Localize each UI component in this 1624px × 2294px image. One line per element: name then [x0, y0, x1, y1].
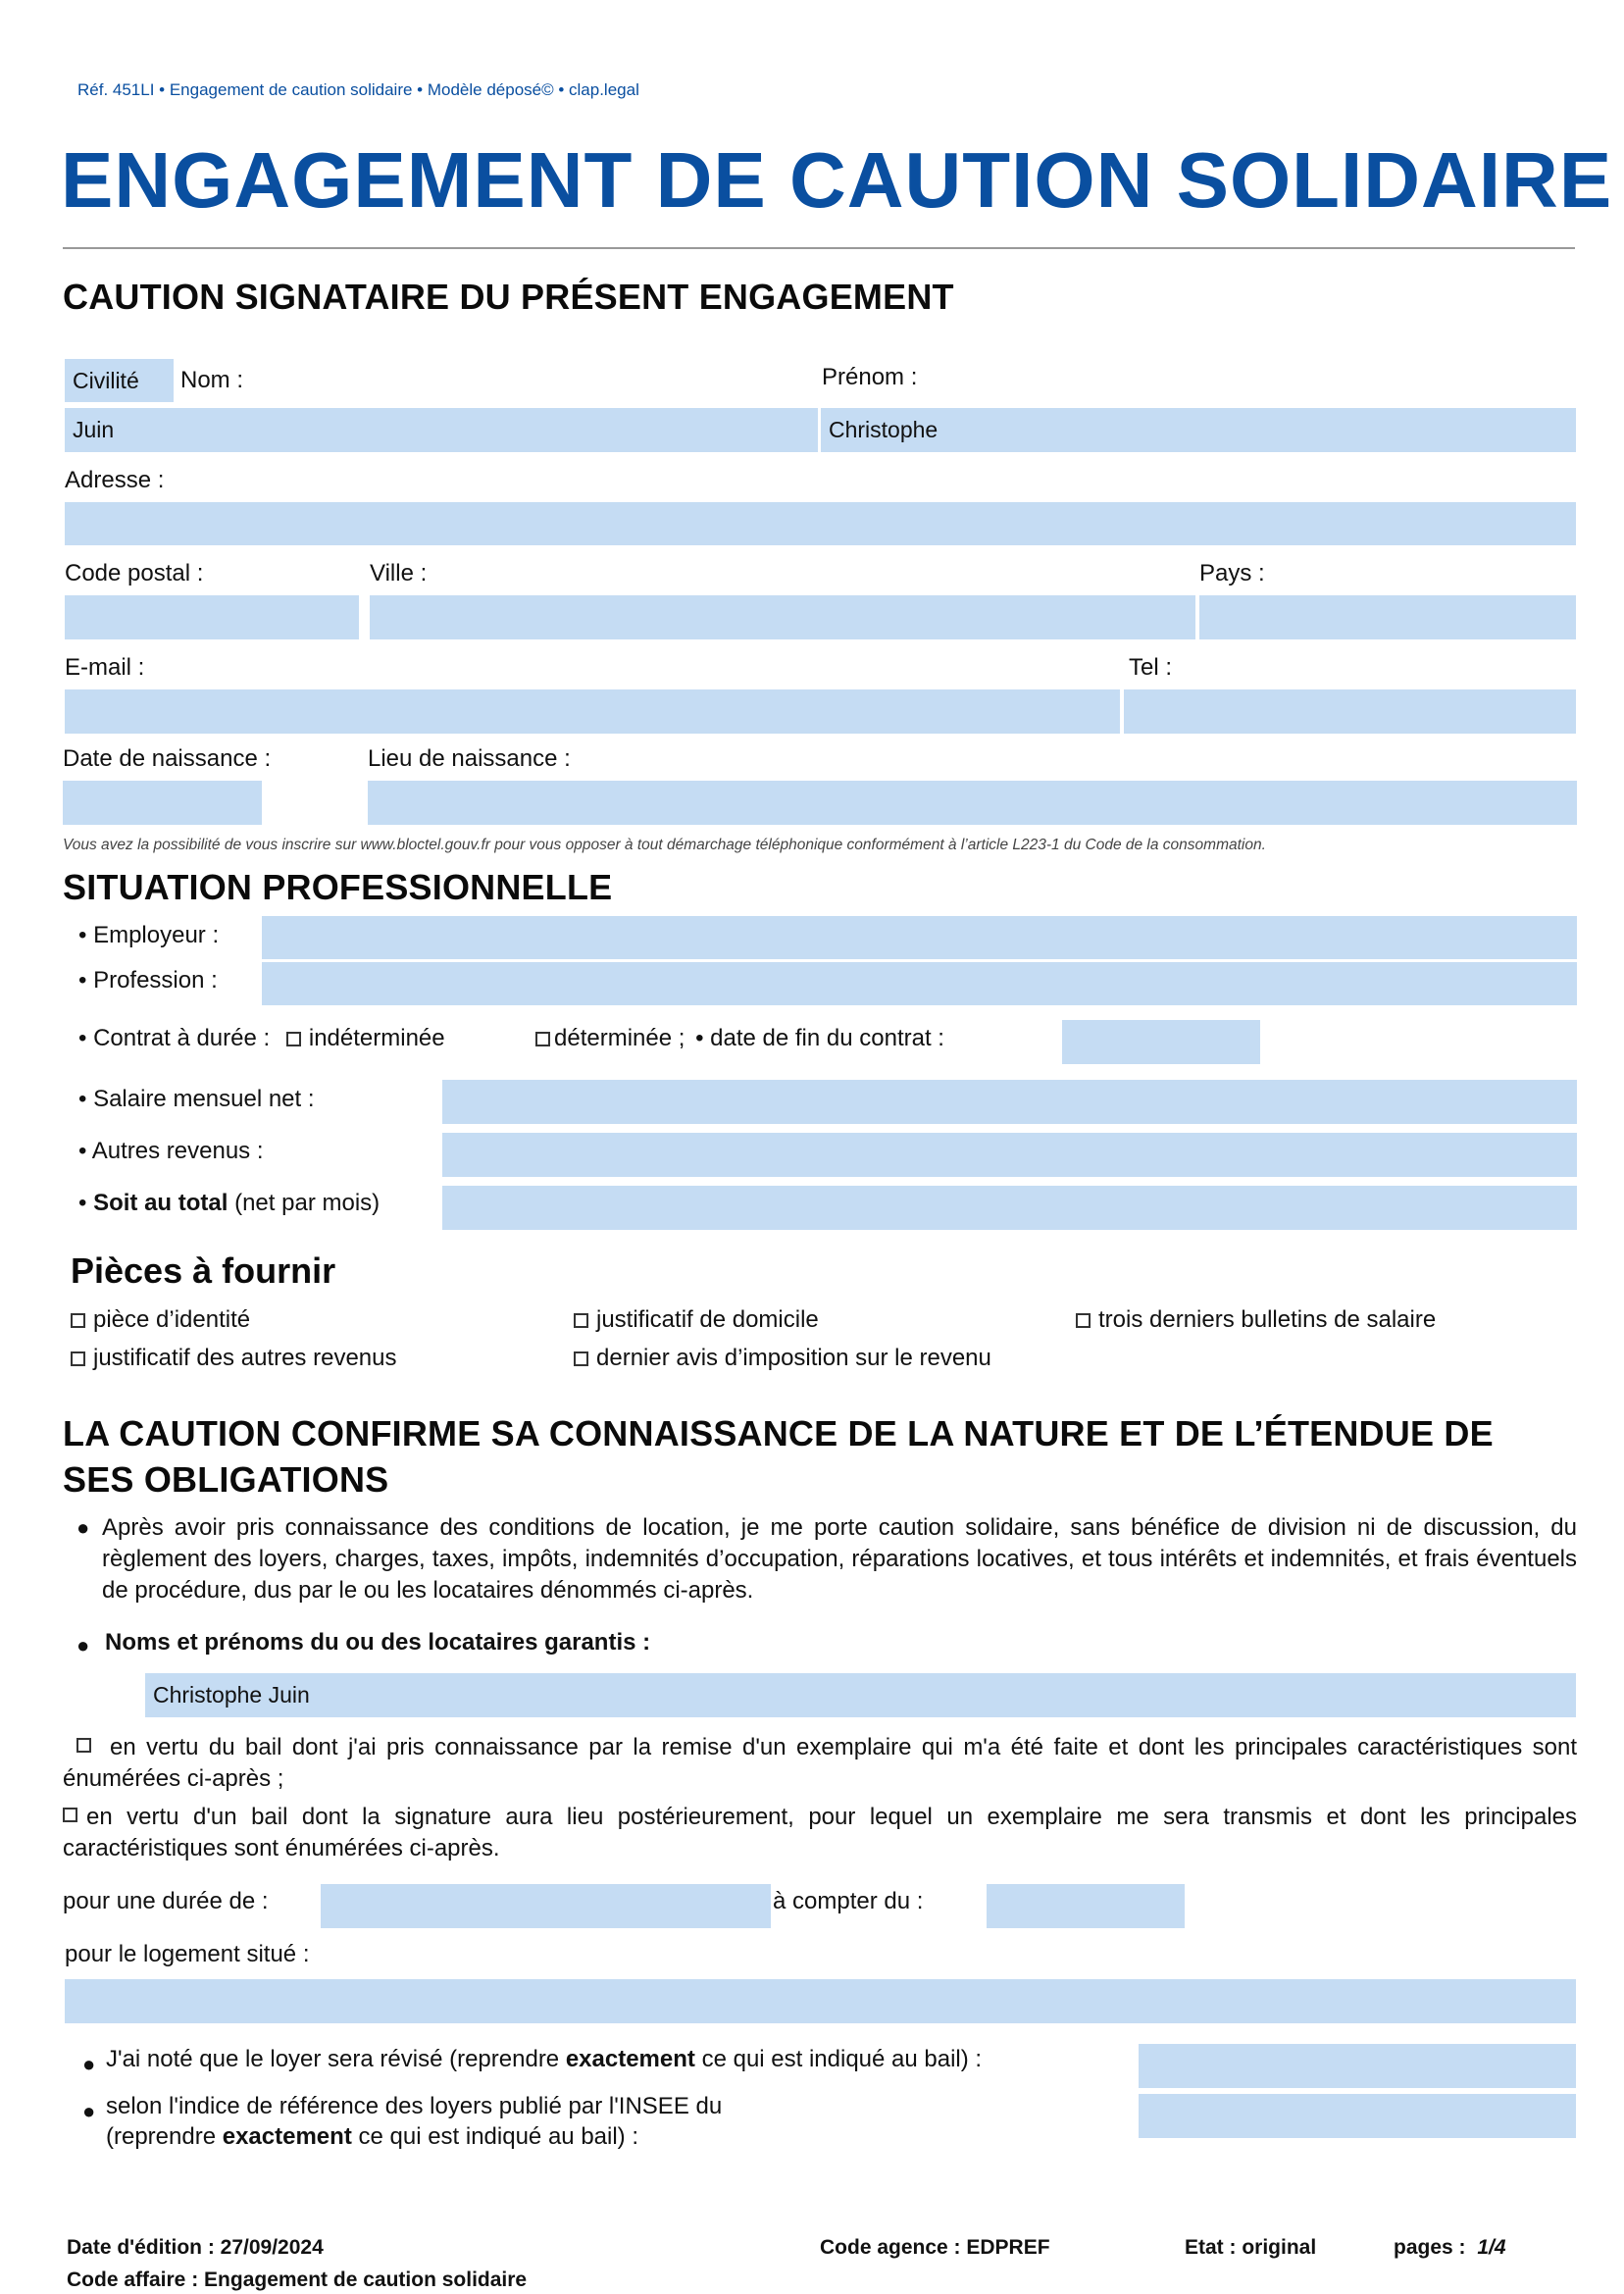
- indice-pre: (reprendre: [106, 2123, 217, 2150]
- date-fin-value: [1062, 1029, 1070, 1054]
- footer-code-affaire: Code affaire : Engagement de caution solidaire: [67, 2269, 528, 2291]
- compter-label: à compter du :: [773, 1888, 924, 1914]
- bail-connu-label: en vertu du bail dont j'ai pris connaissance par la remise d'un exemplaire qui m'a été faite et dont les principales caractéristiques sont énumérées ci-après ;: [63, 1734, 1577, 1792]
- employeur-label: • Employeur :: [78, 922, 220, 948]
- date-naissance-value: [63, 790, 71, 815]
- email-label: E-mail :: [65, 654, 145, 681]
- prenom-label: Prénom :: [822, 364, 918, 390]
- footer-pages-label: pages :: [1394, 2236, 1466, 2259]
- section-heading-pro: SITUATION PROFESSIONNELLE: [63, 867, 613, 907]
- section-heading-caution: CAUTION SIGNATAIRE DU PRÉSENT ENGAGEMENT: [63, 277, 954, 317]
- contrat-row: [78, 1025, 445, 1052]
- locataires-label: Noms et prénoms du ou des locataires garantis :: [105, 1629, 651, 1656]
- adresse-field[interactable]: [65, 502, 1576, 545]
- determinee-row: [535, 1025, 944, 1052]
- piece-bulletins-label: trois derniers bulletins de salaire: [1098, 1306, 1437, 1333]
- code-postal-value: [65, 604, 73, 630]
- footer-pages: [1394, 2236, 1506, 2260]
- civilite-label: Civilité: [73, 368, 139, 393]
- bail-futur-label: en vertu d'un bail dont la signature aura lieu postérieurement, pour lequel un exemplaire me sera transmis et dont les principales caractéristiques sont énumérées ci-après.: [63, 1804, 1577, 1861]
- piece-item-autres-revenus: [71, 1345, 396, 1372]
- date-fin-label: • date de fin du contrat :: [695, 1025, 944, 1051]
- loyer-post: ce qui est indiqué au bail) :: [701, 2046, 983, 2072]
- pieces-heading: Pièces à fournir: [71, 1250, 336, 1291]
- logement-field[interactable]: [65, 1979, 1576, 2023]
- locataires-field[interactable]: [145, 1673, 1576, 1717]
- footer-date-edition: Date d'édition : 27/09/2024: [67, 2236, 324, 2259]
- adresse-label: Adresse :: [65, 467, 165, 493]
- salaire-field[interactable]: [442, 1080, 1577, 1124]
- total-bullet: •: [78, 1190, 87, 1216]
- loyer-value: [1139, 2053, 1146, 2078]
- section-heading-obligations-line1: LA CAUTION CONFIRME SA CONNAISSANCE DE LA NATURE ET DE L’ÉTENDUE DE: [63, 1413, 1494, 1453]
- loyer-bold: exactement: [565, 2046, 695, 2072]
- tel-label: Tel :: [1129, 654, 1173, 681]
- bail-connu-text: [63, 1732, 1577, 1795]
- loyer-pre: J'ai noté que le loyer sera révisé (reprendre: [106, 2046, 560, 2072]
- nom-value: Juin: [73, 417, 115, 442]
- logement-value: [65, 1988, 73, 2014]
- bloctel-note: Vous avez la possibilité de vous inscrire sur www.bloctel.gouv.fr pour vous opposer à tout démarchage téléphonique conformément à l’article L223-1 du Code de la consommation.: [63, 837, 1266, 853]
- piece-item-identite: [71, 1306, 250, 1334]
- duree-field[interactable]: [321, 1884, 771, 1928]
- reference-line: Réf. 451LI • Engagement de caution solidaire • Modèle déposé© • clap.legal: [77, 80, 639, 99]
- pays-label: Pays :: [1199, 560, 1265, 586]
- date-naissance-label: Date de naissance :: [63, 745, 272, 772]
- footer-pages-value: 1/4: [1477, 2236, 1506, 2259]
- autres-revenus-field[interactable]: [442, 1133, 1577, 1177]
- loyer-label: [106, 2046, 982, 2073]
- title-divider: [63, 247, 1575, 249]
- footer-code-agence: Code agence : EDPREF: [820, 2236, 1050, 2259]
- piece-autres-revenus-checkbox[interactable]: [71, 1351, 85, 1366]
- pays-value: [1199, 604, 1207, 630]
- piece-avis-imposition-label: dernier avis d’imposition sur le revenu: [596, 1345, 991, 1371]
- nom-label: Nom :: [180, 367, 244, 393]
- email-value: [65, 698, 73, 724]
- section-heading-obligations-line2: SES OBLIGATIONS: [63, 1459, 389, 1500]
- contrat-label: • Contrat à durée :: [78, 1025, 271, 1051]
- compter-value: [987, 1893, 994, 1918]
- salaire-value: [442, 1089, 450, 1114]
- indice-post: ce qui est indiqué au bail) :: [358, 2123, 638, 2150]
- ville-value: [370, 604, 378, 630]
- nom-field[interactable]: [65, 408, 818, 452]
- loyer-bullet: ●: [82, 2052, 96, 2076]
- indice-label-line2: [106, 2123, 638, 2151]
- piece-identite-checkbox[interactable]: [71, 1313, 85, 1328]
- date-fin-field[interactable]: [1062, 1020, 1260, 1064]
- total-label: [78, 1190, 380, 1217]
- salaire-label: • Salaire mensuel net :: [78, 1086, 315, 1112]
- prenom-field[interactable]: [821, 408, 1576, 452]
- code-postal-field[interactable]: [65, 595, 359, 639]
- determinee-label: déterminée ;: [554, 1025, 685, 1051]
- piece-identite-label: pièce d’identité: [93, 1306, 251, 1333]
- ville-label: Ville :: [370, 560, 428, 586]
- footer-etat: Etat : original: [1185, 2236, 1317, 2259]
- profession-label: • Profession :: [78, 967, 218, 994]
- document-title: ENGAGEMENT DE CAUTION SOLIDAIRE: [61, 136, 1613, 224]
- civilite-select[interactable]: [65, 359, 174, 402]
- lieu-naissance-label: Lieu de naissance :: [368, 745, 571, 772]
- piece-bulletins-checkbox[interactable]: [1076, 1313, 1091, 1328]
- employeur-field[interactable]: [262, 916, 1577, 959]
- prenom-value: Christophe: [829, 417, 939, 442]
- autres-revenus-value: [442, 1142, 450, 1167]
- indeterminee-checkbox[interactable]: [286, 1032, 301, 1046]
- indice-label-line1: selon l'indice de référence des loyers publié par l'INSEE du: [106, 2093, 723, 2119]
- total-field[interactable]: [442, 1186, 1577, 1230]
- indice-value: [1139, 2103, 1146, 2128]
- total-value: [442, 1195, 450, 1220]
- profession-field[interactable]: [262, 962, 1577, 1005]
- indeterminee-label: indéterminée: [308, 1025, 445, 1051]
- piece-domicile-checkbox[interactable]: [574, 1313, 588, 1328]
- profession-value: [262, 971, 270, 996]
- adresse-value: [65, 511, 73, 536]
- piece-avis-imposition-checkbox[interactable]: [574, 1351, 588, 1366]
- locataires-bullet: ●: [76, 1633, 90, 1657]
- employeur-value: [262, 925, 270, 950]
- indice-field[interactable]: [1139, 2094, 1576, 2138]
- duree-value: [321, 1893, 329, 1918]
- piece-item-domicile: [574, 1306, 819, 1334]
- para1-bullet: ●: [76, 1515, 90, 1540]
- piece-autres-revenus-label: justificatif des autres revenus: [93, 1345, 397, 1371]
- bail-futur-text: [63, 1802, 1577, 1864]
- lieu-naissance-field[interactable]: [368, 781, 1577, 825]
- tel-field[interactable]: [1124, 689, 1576, 734]
- determinee-checkbox[interactable]: [535, 1032, 550, 1046]
- logement-label: pour le logement situé :: [65, 1941, 310, 1967]
- piece-item-bulletins: [1076, 1306, 1436, 1334]
- indice-bold: exactement: [222, 2123, 352, 2150]
- compter-field[interactable]: [987, 1884, 1185, 1928]
- total-bold: Soit au total: [93, 1190, 228, 1216]
- indice-bullet: ●: [82, 2099, 96, 2123]
- lieu-naissance-value: [368, 790, 376, 815]
- obligations-paragraph: Après avoir pris connaissance des conditions de location, je me porte caution solidaire, sans bénéfice de division ni de discussion, du règlement des loyers, charges, taxes, impôts, indemnités d’occupation, réparations locatives, et tous intérêts et indemnités, et frais éventuels de procédure, dus par le ou les locataires dénommés ci-après.: [102, 1514, 1577, 1604]
- loyer-field[interactable]: [1139, 2044, 1576, 2088]
- ville-field[interactable]: [370, 595, 1195, 639]
- code-postal-label: Code postal :: [65, 560, 204, 586]
- piece-item-avis-imposition: [574, 1345, 991, 1372]
- total-rest: (net par mois): [234, 1190, 381, 1216]
- tel-value: [1124, 698, 1132, 724]
- date-naissance-field[interactable]: [63, 781, 262, 825]
- pays-field[interactable]: [1199, 595, 1576, 639]
- duree-label: pour une durée de :: [63, 1888, 269, 1914]
- autres-revenus-label: • Autres revenus :: [78, 1138, 264, 1164]
- locataires-value: Christophe Juin: [153, 1682, 310, 1708]
- email-field[interactable]: [65, 689, 1120, 734]
- piece-domicile-label: justificatif de domicile: [596, 1306, 819, 1333]
